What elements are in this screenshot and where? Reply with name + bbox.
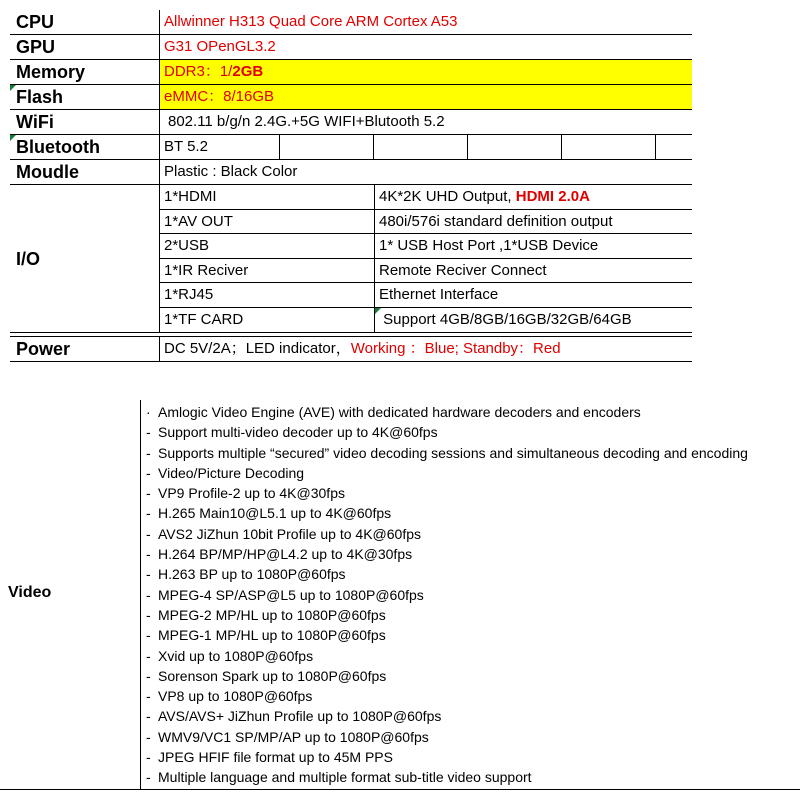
bullet-mark: - [146,546,151,563]
video-feature-item [146,727,748,747]
memory-type: DDR3：1/ [164,63,233,80]
bluetooth-cells [160,135,692,159]
video-feature-text: Multiple language and multiple format sub-title video support [158,769,532,786]
bluetooth-value: BT 5.2 [160,135,280,159]
empty-cell [656,135,692,159]
video-feature-item [146,443,748,463]
corner-marker [375,308,381,314]
bluetooth-label-text: Bluetooth [16,137,100,157]
flash-label [10,85,160,109]
video-feature-text: H.263 BP up to 1080P@60fps [158,566,346,583]
io-desc [375,308,692,333]
video-feature-text: Xvid up to 1080P@60fps [158,647,314,664]
io-port: 1*AV OUT [160,210,375,234]
video-label: Video [8,584,52,601]
empty-cell [374,135,468,159]
gpu-value: G31 OPenGL3.2 [164,38,276,55]
bullet-mark: - [146,749,151,766]
io-port: 1*TF CARD [160,308,375,333]
video-feature-text: VP8 up to 1080P@60fps [158,688,313,705]
video-feature-text: Sorenson Spark up to 1080P@60fps [158,667,387,684]
video-feature-text: Amlogic Video Engine (AVE) with dedicated hardware decoders and encoders [158,404,641,420]
bullet-mark: - [146,688,151,705]
video-feature-item [146,463,748,483]
moudle-label: Moudle [10,160,160,184]
video-feature-text: H.265 Main10@L5.1 up to 4K@60fps [158,505,392,522]
video-feature-item [146,706,748,726]
video-divider [140,400,141,790]
cpu-value: Allwinner H313 Quad Core ARM Cortex A53 [164,13,458,30]
bullet-mark: - [146,647,151,664]
io-desc [375,185,692,209]
bullet-mark: - [146,566,151,583]
corner-marker [10,135,16,141]
bottom-divider [0,789,800,790]
power-label: Power [10,337,160,361]
corner-marker [10,85,16,91]
io-port: 1*HDMI [160,185,375,209]
video-feature-item [146,564,748,584]
wifi-label: WiFi [10,110,160,134]
video-feature-item [146,422,748,442]
bullet-mark: - [146,525,151,542]
video-feature-item [146,605,748,625]
video-feature-text: H.264 BP/MP/HP@L4.2 up to 4K@30fps [158,546,413,563]
video-feature-item [146,686,748,706]
io-desc: 1* USB Host Port ,1*USB Device [379,237,599,254]
video-feature-item [146,585,748,605]
empty-cell [562,135,656,159]
io-desc: 480i/576i standard definition output [379,212,613,230]
hdmi-version: HDMI 2.0A [515,188,590,205]
wifi-value: 802.11 b/g/n 2.4G.+5G WIFI+Blutooth 5.2 [168,113,445,130]
bullet-mark: - [146,444,151,461]
moudle-value: Plastic : Black Color [164,163,298,180]
video-feature-item [146,767,748,787]
video-feature-item [146,503,748,523]
power-value [160,337,692,361]
bluetooth-label [10,135,160,159]
video-feature-text: Support multi-video decoder up to 4K@60fps [158,424,438,441]
power-divider [10,361,692,362]
wifi-row [10,110,692,135]
video-feature-item [146,402,748,422]
memory-row [10,60,692,85]
gpu-label: GPU [10,35,160,59]
video-feature-item [146,625,748,645]
video-feature-text: Supports multiple “secured” video decoding sessions and simultaneous decoding and encoding [158,444,748,461]
bullet-mark: - [146,606,151,623]
bullet-mark: - [146,708,151,725]
bullet-mark: - [146,505,151,522]
bluetooth-row [10,135,692,160]
video-feature-text: AVS2 JiZhun 10bit Profile up to 4K@60fps [158,525,421,542]
bullet-mark: - [146,728,151,745]
empty-cell [468,135,562,159]
video-feature-item [146,544,748,564]
video-feature-text: WMV9/VC1 SP/MP/AP up to 1080P@60fps [158,728,429,745]
io-desc-text: 4K*2K UHD Output, [379,188,516,205]
video-feature-text: MPEG-1 MP/HL up to 1080P@60fps [158,627,386,644]
power-spec: DC 5V/2A；LED indicator， [164,340,351,357]
io-row-rj45 [160,283,692,308]
bullet-mark: - [146,667,151,684]
power-status: Working ：Blue; Standby：Red [350,340,561,357]
video-feature-item [146,646,748,666]
memory-value [160,60,692,84]
power-row [10,336,692,361]
video-feature-text: AVS/AVS+ JiZhun Profile up to 1080P@60fps [158,708,442,725]
video-feature-text: VP9 Profile-2 up to 4K@30fps [158,485,345,502]
io-row-ir [160,259,692,284]
io-grid [160,185,692,332]
bullet-mark: - [146,769,151,786]
video-feature-item [146,747,748,767]
cpu-label: CPU [10,10,160,34]
cpu-row [10,10,692,35]
memory-label: Memory [10,60,160,84]
gpu-row [10,35,692,60]
bullet-mark: - [146,627,151,644]
io-port: 2*USB [160,234,375,258]
io-desc: Remote Reciver Connect [379,261,547,279]
video-feature-item [146,483,748,503]
flash-row [10,85,692,110]
io-section [10,185,692,333]
flash-value: eMMC：8/16GB [160,85,692,109]
spec-table [10,10,692,362]
memory-size-strong: 2GB [232,63,264,80]
video-feature-item [146,524,748,544]
video-feature-text: MPEG-2 MP/HL up to 1080P@60fps [158,606,386,623]
io-label: I/O [10,185,160,332]
flash-label-text: Flash [16,87,64,107]
bullet-mark: - [146,464,151,481]
io-desc: Ethernet Interface [379,286,499,303]
moudle-row [10,160,692,185]
video-feature-text: MPEG-4 SP/ASP@L5 up to 1080P@60fps [158,586,424,603]
bullet-mark: - [146,424,151,441]
io-row-av [160,210,692,235]
bullet-mark: - [146,586,151,603]
empty-cell [280,135,374,159]
video-feature-item [146,666,748,686]
video-feature-list [146,402,748,788]
io-desc-text: Support 4GB/8GB/16GB/32GB/64GB [379,310,632,328]
video-feature-text: Video/Picture Decoding [158,464,305,481]
video-feature-text: JPEG HFIF file format up to 45M PPS [158,749,393,766]
io-row-hdmi [160,185,692,210]
bullet-mark: · [146,404,151,420]
io-port: 1*RJ45 [160,283,375,307]
bullet-mark: - [146,485,151,502]
io-row-usb [160,234,692,259]
io-port: 1*IR Reciver [160,259,375,283]
io-row-tf [160,308,692,333]
